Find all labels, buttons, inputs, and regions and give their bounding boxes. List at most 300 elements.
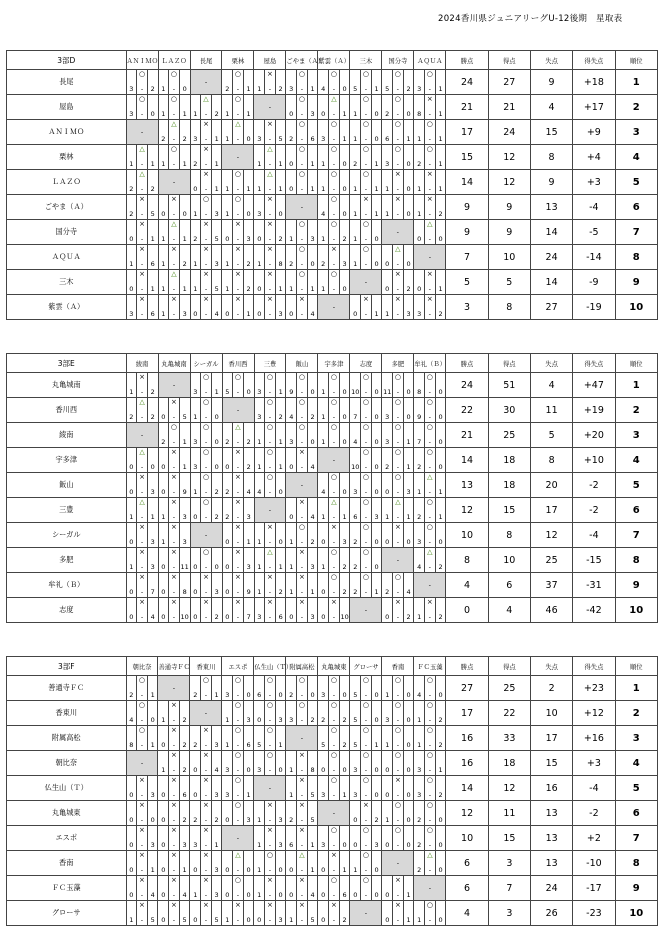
score-separator: - <box>300 285 304 293</box>
score-against: 1 <box>438 160 443 168</box>
score-against: 1 <box>438 488 443 496</box>
rank: 7 <box>615 523 657 548</box>
score-against: 1 <box>246 185 251 193</box>
score-for-cell <box>222 373 233 398</box>
result-cell <box>425 398 436 423</box>
score-for: 1 <box>161 260 166 268</box>
result-cell <box>329 195 340 220</box>
score-against: 0 <box>246 210 251 218</box>
result-symbol: ○ <box>298 145 305 153</box>
result-cell <box>297 826 308 851</box>
score-separator: - <box>172 260 176 268</box>
score-against: 2 <box>438 210 443 218</box>
goals-for: 25 <box>488 676 530 701</box>
score-against-cell <box>371 95 382 120</box>
score-against: 3 <box>246 563 251 571</box>
score-separator: - <box>428 488 432 496</box>
score-against-cell <box>147 398 158 423</box>
self-match-cell <box>318 801 350 826</box>
result-symbol: × <box>235 448 241 456</box>
result-cell <box>361 776 372 801</box>
score-for: 1 <box>257 538 262 546</box>
score-for-cell <box>382 598 393 623</box>
opponent-header: 善通寺ＦＣ <box>158 657 190 676</box>
result-symbol: ○ <box>426 498 433 506</box>
score-against: 0 <box>374 488 379 496</box>
score-for: 2 <box>417 513 422 521</box>
score-for-cell <box>318 70 329 95</box>
rank: 6 <box>615 498 657 523</box>
result-symbol: × <box>299 448 305 456</box>
document-title: 2024香川県ジュニアリーグU-12後期 星取表 <box>438 14 623 24</box>
score-for: 1 <box>321 160 326 168</box>
result-symbol: × <box>171 295 177 303</box>
score-separator: - <box>172 235 176 243</box>
score-against-cell <box>243 801 254 826</box>
score-for: 1 <box>353 185 358 193</box>
result-cell <box>361 523 372 548</box>
score-for: 0 <box>129 841 134 849</box>
score-against-cell <box>243 195 254 220</box>
result-cell <box>329 95 340 120</box>
score-separator: - <box>236 438 240 446</box>
score-for-cell <box>414 373 425 398</box>
score-separator: - <box>236 716 240 724</box>
score-against-cell <box>403 448 414 473</box>
score-for-cell <box>222 851 233 876</box>
score-for-cell <box>286 270 297 295</box>
score-for: 0 <box>129 538 134 546</box>
score-for: 1 <box>417 488 422 496</box>
score-separator: - <box>172 563 176 571</box>
score-for: 0 <box>321 766 326 774</box>
score-separator: - <box>428 741 432 749</box>
score-for: 1 <box>417 210 422 218</box>
score-against: 4 <box>310 310 315 318</box>
result-cell <box>137 448 148 473</box>
score-against-cell <box>275 245 286 270</box>
result-cell <box>169 423 180 448</box>
score-against-cell <box>211 423 222 448</box>
score-for-cell <box>350 170 361 195</box>
self-match-cell <box>190 523 222 548</box>
score-separator: - <box>204 766 208 774</box>
score-for-cell <box>222 448 233 473</box>
score-against-cell <box>435 295 446 320</box>
score-against-cell <box>275 270 286 295</box>
score-against: 1 <box>374 310 379 318</box>
score-for-cell <box>190 676 201 701</box>
goal-difference: -5 <box>573 220 615 245</box>
result-symbol: ○ <box>234 195 242 203</box>
score-separator: - <box>396 160 400 168</box>
goals-against: 5 <box>530 423 572 448</box>
score-for-cell <box>286 373 297 398</box>
score-separator: - <box>204 388 208 396</box>
result-cell <box>201 851 212 876</box>
score-for-cell <box>382 195 393 220</box>
score-against: 2 <box>246 260 251 268</box>
score-for-cell <box>126 726 137 751</box>
result-cell <box>265 373 276 398</box>
score-for: 3 <box>257 135 262 143</box>
result-cell <box>137 676 148 701</box>
score-for: 1 <box>417 916 422 924</box>
score-for-cell <box>350 195 361 220</box>
score-for: 0 <box>385 841 390 849</box>
table-row <box>7 473 658 498</box>
score-separator: - <box>428 563 432 571</box>
score-separator: - <box>428 310 432 318</box>
score-for: 4 <box>289 413 294 421</box>
score-for: 4 <box>321 210 326 218</box>
score-for: 1 <box>225 741 230 749</box>
score-against: 2 <box>406 85 411 93</box>
score-against: 0 <box>438 538 443 546</box>
score-for-cell <box>382 801 393 826</box>
result-symbol: × <box>203 826 209 834</box>
score-for-cell <box>254 295 265 320</box>
score-for-cell <box>318 751 329 776</box>
result-cell <box>169 851 180 876</box>
score-against-cell <box>339 901 350 926</box>
table-row <box>7 776 658 801</box>
score-separator: - <box>140 388 144 396</box>
score-against-cell <box>179 95 190 120</box>
result-symbol: ○ <box>362 548 369 556</box>
score-for-cell <box>382 373 393 398</box>
score-against: 7 <box>150 588 155 596</box>
score-separator: - <box>300 538 304 546</box>
score-for: 2 <box>161 135 166 143</box>
score-against: 1 <box>278 741 283 749</box>
score-against: 3 <box>246 513 251 521</box>
score-against: 0 <box>438 438 443 446</box>
score-against-cell <box>211 751 222 776</box>
score-for: 0 <box>321 916 326 924</box>
score-against-cell <box>371 573 382 598</box>
score-separator: - <box>268 310 272 318</box>
stat-header: 得点 <box>488 354 530 373</box>
self-match-dash: - <box>268 784 272 792</box>
goals-against: 17 <box>531 726 573 751</box>
result-cell <box>425 548 436 573</box>
score-against-cell <box>371 676 382 701</box>
score-for: 4 <box>353 438 358 446</box>
score-against-cell <box>435 423 446 448</box>
score-against: 0 <box>438 388 443 396</box>
result-symbol: ○ <box>170 70 178 78</box>
score-for: 0 <box>225 310 230 318</box>
score-for: 3 <box>417 310 422 318</box>
score-for: 0 <box>353 816 358 824</box>
result-cell <box>393 423 404 448</box>
score-for: 1 <box>193 210 198 218</box>
result-cell <box>297 145 308 170</box>
result-symbol: ○ <box>394 373 401 381</box>
score-separator: - <box>204 438 208 446</box>
score-for: 0 <box>353 310 358 318</box>
opponent-header: ごやま（Ａ） <box>286 51 318 70</box>
score-separator: - <box>332 613 336 621</box>
result-symbol: × <box>394 195 401 203</box>
score-separator: - <box>332 85 336 93</box>
score-for: 1 <box>289 588 294 596</box>
result-symbol: ○ <box>362 245 369 253</box>
result-cell <box>361 676 372 701</box>
result-symbol: ○ <box>298 70 305 78</box>
score-against: 0 <box>406 185 411 193</box>
score-against-cell <box>243 245 254 270</box>
score-against-cell <box>371 245 382 270</box>
score-for-cell <box>222 195 233 220</box>
score-against: 0 <box>342 85 347 93</box>
score-against: 5 <box>214 285 219 293</box>
result-symbol: ○ <box>330 751 337 759</box>
opponent-header: 三豊 <box>254 354 286 373</box>
points: 21 <box>446 423 488 448</box>
score-against-cell <box>403 498 414 523</box>
result-symbol: × <box>171 598 177 606</box>
score-for: 0 <box>257 235 262 243</box>
score-against-cell <box>435 95 446 120</box>
result-symbol: ○ <box>330 270 337 278</box>
result-symbol: ○ <box>394 145 401 153</box>
table-row <box>7 398 658 423</box>
score-for-cell <box>350 826 361 851</box>
result-cell <box>393 598 404 623</box>
score-separator: - <box>364 110 368 118</box>
goals-against: 4 <box>530 373 572 398</box>
score-for: 3 <box>321 791 326 799</box>
result-cell <box>329 726 340 751</box>
score-separator: - <box>364 891 368 899</box>
result-symbol: × <box>171 398 177 406</box>
score-for-cell <box>254 373 265 398</box>
score-against: 1 <box>214 388 219 396</box>
score-for-cell <box>318 473 329 498</box>
score-against-cell <box>275 598 286 623</box>
self-match-dash: - <box>140 128 144 136</box>
result-cell <box>201 876 212 901</box>
goal-difference: +23 <box>573 676 615 701</box>
score-separator: - <box>140 741 144 749</box>
result-cell <box>233 598 244 623</box>
score-for-cell <box>222 676 233 701</box>
score-against-cell <box>179 523 190 548</box>
score-for: 0 <box>193 791 198 799</box>
score-separator: - <box>172 841 176 849</box>
score-against: 0 <box>246 916 251 924</box>
score-separator: - <box>300 563 304 571</box>
score-against: 11 <box>180 563 189 571</box>
result-cell <box>137 220 148 245</box>
score-against: 9 <box>246 588 251 596</box>
score-for-cell <box>382 523 393 548</box>
table-row <box>7 598 658 623</box>
score-for: 2 <box>129 185 134 193</box>
score-separator: - <box>236 388 240 396</box>
score-for-cell <box>126 270 137 295</box>
score-for: 7 <box>353 413 358 421</box>
score-separator: - <box>396 891 400 899</box>
rank: 8 <box>615 548 657 573</box>
score-against: 0 <box>438 235 443 243</box>
result-cell <box>361 245 372 270</box>
goals-against: 16 <box>531 776 573 801</box>
result-symbol: × <box>330 523 337 531</box>
score-for: 0 <box>193 613 198 621</box>
rank: 6 <box>615 801 657 826</box>
score-separator: - <box>140 916 144 924</box>
score-for-cell <box>414 270 425 295</box>
stat-header: 得点 <box>488 657 530 676</box>
points: 14 <box>446 776 488 801</box>
score-against-cell <box>339 145 350 170</box>
score-separator: - <box>332 716 336 724</box>
score-for: 8 <box>417 110 422 118</box>
result-cell <box>137 498 148 523</box>
score-for-cell <box>158 901 169 926</box>
result-symbol: △ <box>299 851 305 859</box>
score-against-cell <box>403 145 414 170</box>
score-for-cell <box>318 901 329 926</box>
score-for: 1 <box>225 260 230 268</box>
score-against: 5 <box>182 413 187 421</box>
score-for-cell <box>126 170 137 195</box>
score-for: 4 <box>257 488 262 496</box>
score-against: 0 <box>310 388 315 396</box>
table-row <box>7 245 658 270</box>
division-label: 3部E <box>7 354 127 373</box>
goals-for: 27 <box>488 70 530 95</box>
result-symbol: × <box>267 120 273 128</box>
score-for-cell <box>318 270 329 295</box>
score-for: 0 <box>225 563 230 571</box>
score-separator: - <box>300 110 304 118</box>
score-against-cell <box>211 598 222 623</box>
points: 0 <box>446 598 488 623</box>
result-symbol: × <box>139 473 145 481</box>
score-against: 6 <box>150 260 155 268</box>
result-cell <box>233 498 244 523</box>
result-cell <box>361 851 372 876</box>
score-against-cell <box>339 373 350 398</box>
score-for: 0 <box>161 841 166 849</box>
score-separator: - <box>428 691 432 699</box>
result-symbol: × <box>139 270 145 278</box>
goals-for: 4 <box>488 598 530 623</box>
score-against: 0 <box>438 841 443 849</box>
score-against-cell <box>435 473 446 498</box>
score-for: 2 <box>321 260 326 268</box>
score-against-cell <box>179 295 190 320</box>
score-against-cell <box>403 295 414 320</box>
score-against-cell <box>179 498 190 523</box>
score-against-cell <box>307 548 318 573</box>
score-separator: - <box>332 841 336 849</box>
result-cell <box>297 120 308 145</box>
score-for: 1 <box>385 513 390 521</box>
score-for: 6 <box>385 135 390 143</box>
result-cell <box>297 901 308 926</box>
result-symbol: × <box>267 573 273 581</box>
result-cell <box>137 473 148 498</box>
score-for-cell <box>318 398 329 423</box>
result-cell <box>361 548 372 573</box>
score-against: 0 <box>150 463 155 471</box>
result-symbol: ○ <box>234 876 241 884</box>
result-symbol: × <box>171 801 177 809</box>
score-against: 0 <box>342 841 347 849</box>
result-symbol: × <box>298 801 305 809</box>
score-for-cell <box>286 170 297 195</box>
goal-difference: -9 <box>573 270 615 295</box>
score-separator: - <box>236 285 240 293</box>
score-for: 2 <box>417 816 422 824</box>
result-symbol: △ <box>427 548 433 556</box>
score-against-cell <box>435 70 446 95</box>
self-match-cell <box>222 145 254 170</box>
team-name: ＦＣ玉藻 <box>7 876 127 901</box>
score-against-cell <box>371 220 382 245</box>
result-cell <box>393 145 404 170</box>
score-separator: - <box>236 260 240 268</box>
score-for: 8 <box>417 388 422 396</box>
score-against: 0 <box>246 766 251 774</box>
score-separator: - <box>332 891 336 899</box>
result-symbol: ○ <box>362 70 369 78</box>
result-cell <box>201 220 212 245</box>
result-symbol: × <box>203 170 209 178</box>
self-match-cell <box>382 851 414 876</box>
score-against: 3 <box>182 841 187 849</box>
goal-difference: +17 <box>573 95 615 120</box>
score-against-cell <box>275 701 286 726</box>
result-symbol: ○ <box>298 95 305 103</box>
goals-for: 6 <box>488 573 530 598</box>
result-symbol: ○ <box>394 448 401 456</box>
result-symbol: ○ <box>202 423 210 431</box>
result-symbol: ○ <box>234 801 241 809</box>
result-symbol: × <box>394 598 401 606</box>
result-symbol: × <box>139 548 145 556</box>
score-against: 2 <box>310 716 315 724</box>
score-against: 0 <box>182 85 187 93</box>
score-for-cell <box>254 726 265 751</box>
result-symbol: ○ <box>330 676 337 684</box>
score-for-cell <box>382 573 393 598</box>
score-against-cell <box>403 876 414 901</box>
score-for-cell <box>222 295 233 320</box>
result-symbol: ○ <box>330 826 337 834</box>
score-against: 0 <box>406 260 411 268</box>
points: 13 <box>446 473 488 498</box>
score-against-cell <box>275 826 286 851</box>
score-against-cell <box>243 751 254 776</box>
self-match-cell <box>158 170 190 195</box>
score-for-cell <box>126 548 137 573</box>
score-against-cell <box>307 145 318 170</box>
result-symbol: ○ <box>362 423 369 431</box>
self-match-dash: - <box>428 253 432 261</box>
score-for: 1 <box>161 538 166 546</box>
score-for: 0 <box>289 891 294 899</box>
score-for: 1 <box>289 285 294 293</box>
score-against: 0 <box>342 185 347 193</box>
score-for: 2 <box>129 210 134 218</box>
result-cell <box>169 598 180 623</box>
